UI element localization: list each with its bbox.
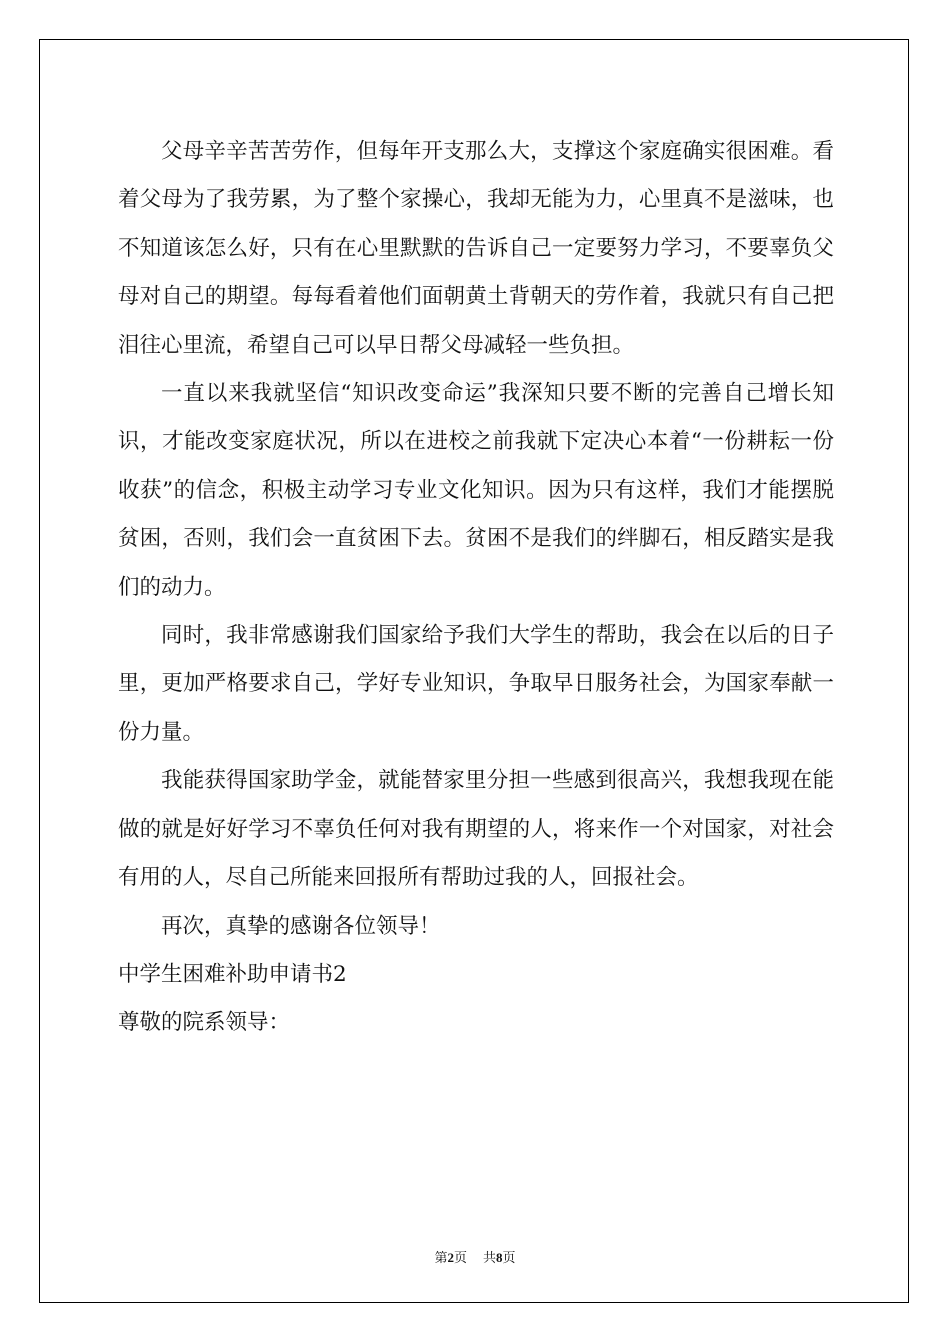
- salutation: 尊敬的院系领导：: [118, 1010, 291, 1036]
- paragraph: 同时，我非常感谢我们国家给予我们大学生的帮助，我会在以后的日子里，更加严格要求自己，学好专业知识，争取早日服务社会，为国家奉献一份力量。: [118, 623, 834, 745]
- page-footer: [0, 1247, 950, 1266]
- page-prefix: 第: [434, 1251, 448, 1266]
- section-heading: 中学生困难补助申请书2: [118, 961, 347, 987]
- paragraph: 我能获得国家助学金，就能替家里分担一些感到很高兴，我想我现在能做的就是好好学习不辜负任何对我有期望的人，将来作一个对国家，对社会有用的人，尽自己所能来回报所有帮助过我的人，回报社会。: [118, 768, 834, 891]
- page-number: 2: [447, 1250, 454, 1265]
- document-body: [118, 128, 834, 1048]
- paragraph: 一直以来我就坚信“知识改变命运”我深知只要不断的完善自己增长知识，才能改变家庭状况，所以在进校之前我就下定决心本着“一份耕耘一份收获”的信念，积极主动学习专业文化知识。因为只有这样，我们才能摆脱贫困，否则，我们会一直贫困下去。贫困不是我们的绊脚石，相反踏实是我们的动力。: [118, 381, 834, 600]
- paragraph: 父母辛辛苦苦劳作，但每年开支那么大，支撑这个家庭确实很困难。看着父母为了我劳累，为了整个家操心，我却无能为力，心里真不是滋味，也不知道该怎么好，只有在心里默默的告诉自己一定要努力学习，不要辜负父母对自己的期望。每每看着他们面朝黄土背朝天的劳作着，我就只有自己把泪往心里流，希望自己可以早日帮父母减轻一些负担。: [118, 139, 834, 358]
- total-suffix: 页: [502, 1251, 516, 1266]
- page-suffix: 页: [453, 1251, 467, 1266]
- total-prefix: 共: [483, 1251, 497, 1266]
- total-pages: 8: [496, 1250, 503, 1265]
- paragraph: 再次，真挚的感谢各位领导！: [161, 913, 441, 939]
